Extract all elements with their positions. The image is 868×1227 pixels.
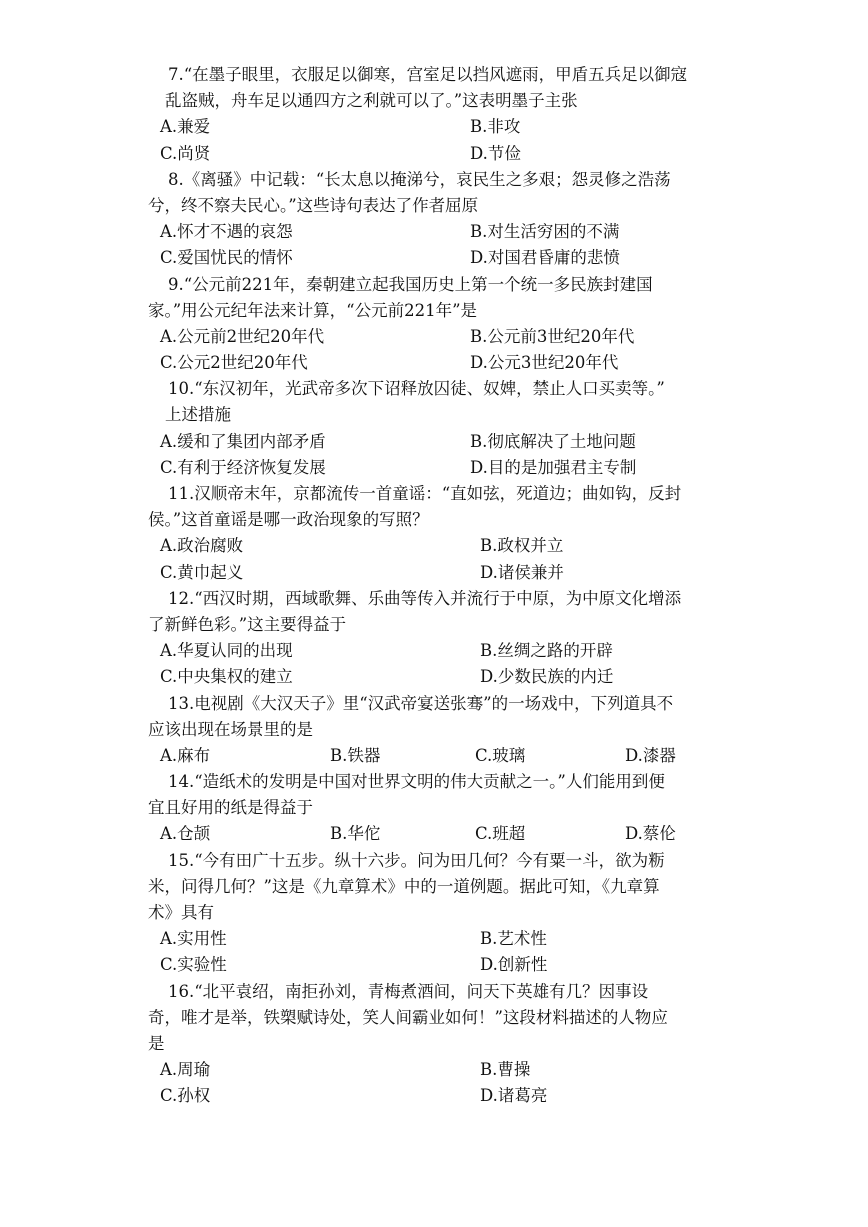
question-16	[0, 979, 868, 1110]
question-text: 应该出现在场景里的是	[148, 719, 313, 739]
question-11	[0, 481, 868, 586]
option-c[interactable]: C.有利于经济恢复发展	[160, 457, 326, 477]
option-c[interactable]: C.班超	[475, 824, 526, 844]
option-d[interactable]: D.诸葛亮	[480, 1086, 548, 1106]
option-row	[0, 952, 868, 978]
question-14	[0, 769, 868, 848]
option-d[interactable]: D.目的是加强君主专制	[470, 457, 637, 477]
option-c[interactable]: C.黄巾起义	[160, 562, 244, 582]
option-row	[0, 141, 868, 167]
option-b[interactable]: B.对生活穷困的不满	[470, 222, 620, 242]
option-a[interactable]: A.麻布	[160, 745, 211, 765]
option-a[interactable]: A.仓颉	[160, 824, 211, 844]
option-b[interactable]: B.彻底解决了土地问题	[470, 431, 636, 451]
question-9	[0, 272, 868, 377]
question-text: 术》具有	[148, 903, 214, 922]
question-text: 是	[148, 1033, 165, 1053]
option-d[interactable]: D.创新性	[480, 955, 548, 975]
option-row	[0, 638, 868, 664]
option-d[interactable]: D.蔡伦	[625, 824, 676, 844]
option-c[interactable]: C.孙权	[160, 1086, 211, 1106]
option-row	[0, 1057, 868, 1083]
option-b[interactable]: B.艺术性	[480, 929, 547, 949]
question-text: 兮，终不察夫民心。”这些诗句表达了作者屈原	[148, 195, 479, 215]
question-text: 家。”用公元纪年法来计算，“公元前221年”是	[148, 300, 478, 320]
question-text: 了新鲜色彩。”这主要得益于	[148, 614, 347, 634]
option-row	[0, 324, 868, 350]
question-text: 12.“西汉时期，西域歌舞、乐曲等传入并流行于中原，为中原文化增添	[168, 588, 682, 608]
option-row	[0, 821, 868, 847]
question-text: 奇，唯才是举，铁槊赋诗处，笑人间霸业如何！”这段材料描述的人物应	[148, 1007, 668, 1027]
option-a[interactable]: A.政治腐败	[160, 536, 244, 556]
option-d[interactable]: D.少数民族的内迁	[480, 667, 614, 687]
option-c[interactable]: C.实验性	[160, 955, 227, 975]
option-b[interactable]: B.丝绸之路的开辟	[480, 641, 613, 661]
option-d[interactable]: D.节俭	[470, 143, 521, 163]
option-row	[0, 245, 868, 271]
option-a[interactable]: A.公元前2世纪20年代	[160, 326, 325, 346]
question-text: 15.“今有田广十五步。纵十六步。问为田几何？今有粟一斗，欲为粝	[168, 850, 665, 870]
question-15	[0, 848, 868, 979]
option-row	[0, 114, 868, 140]
option-a[interactable]: A.实用性	[160, 929, 227, 949]
option-c[interactable]: C.尚贤	[160, 143, 211, 163]
question-8	[0, 167, 868, 272]
question-text: 8.《离骚》中记载：“长太息以掩涕兮，哀民生之多艰；怨灵修之浩荡	[168, 169, 671, 189]
question-text: 14.“造纸术的发明是中国对世界文明的伟大贡献之一。”人们能用到便	[168, 772, 665, 792]
question-13	[0, 691, 868, 770]
question-text: 宜且好用的纸是得益于	[148, 798, 313, 818]
option-b[interactable]: B.铁器	[330, 745, 381, 765]
exam-page	[0, 62, 868, 1110]
option-d[interactable]: D.诸侯兼并	[480, 562, 564, 582]
option-row	[0, 533, 868, 559]
option-d[interactable]: D.对国君昏庸的悲愤	[470, 248, 620, 268]
option-b[interactable]: B.非攻	[470, 117, 521, 137]
option-row	[0, 743, 868, 769]
option-row	[0, 1083, 868, 1109]
question-text: 11.汉顺帝末年，京都流传一首童谣：“直如弦，死道边；曲如钩，反封	[168, 484, 682, 503]
option-a[interactable]: A.周瑜	[160, 1060, 211, 1080]
option-row	[0, 926, 868, 952]
question-7	[0, 62, 868, 167]
question-text: 13.电视剧《大汉天子》里“汉武帝宴送张骞”的一场戏中，下列道具不	[168, 693, 674, 713]
option-a[interactable]: A.兼爱	[160, 117, 211, 137]
question-12	[0, 586, 868, 691]
option-c[interactable]: C.爱国忧民的情怀	[160, 248, 293, 268]
question-text: 10.“东汉初年，光武帝多次下诏释放囚徒、奴婢，禁止人口买卖等。”	[168, 379, 665, 399]
option-b[interactable]: B.公元前3世纪20年代	[470, 326, 635, 346]
question-text: 侯。”这首童谣是哪一政治现象的写照？	[148, 510, 429, 530]
option-c[interactable]: C.玻璃	[475, 745, 526, 765]
question-10	[0, 376, 868, 481]
option-b[interactable]: B.华佗	[330, 824, 381, 844]
option-row	[0, 664, 868, 690]
option-d[interactable]: D.漆器	[625, 745, 676, 765]
option-b[interactable]: B.政权并立	[480, 536, 564, 556]
question-text: 米，问得几何？”这是《九章算术》中的一道例题。据此可知，《九章算	[148, 876, 660, 896]
question-text: 16.“北平袁绍，南拒孙刘，青梅煮酒间，问天下英雄有几？因事设	[168, 981, 649, 1001]
question-text: 7.“在墨子眼里，衣服足以御寒，宫室足以挡风遮雨，甲盾五兵足以御寇	[168, 65, 688, 84]
option-row	[0, 350, 868, 376]
option-b[interactable]: B.曹操	[480, 1060, 531, 1080]
option-d[interactable]: D.公元3世纪20年代	[470, 353, 619, 373]
option-row	[0, 429, 868, 455]
option-c[interactable]: C.公元2世纪20年代	[160, 353, 308, 373]
option-a[interactable]: A.怀才不遇的哀怨	[160, 222, 293, 242]
option-row	[0, 455, 868, 481]
option-row	[0, 560, 868, 586]
option-a[interactable]: A.华夏认同的出现	[160, 641, 293, 661]
question-text: 乱盗贼，舟车足以通四方之利就可以了。”这表明墨子主张	[165, 91, 578, 111]
option-c[interactable]: C.中央集权的建立	[160, 667, 293, 687]
question-text: 9.“公元前221年，秦朝建立起我国历史上第一个统一多民族封建国	[168, 274, 653, 294]
option-row	[0, 219, 868, 245]
option-a[interactable]: A.缓和了集团内部矛盾	[160, 431, 326, 451]
question-text: 上述措施	[165, 405, 231, 425]
